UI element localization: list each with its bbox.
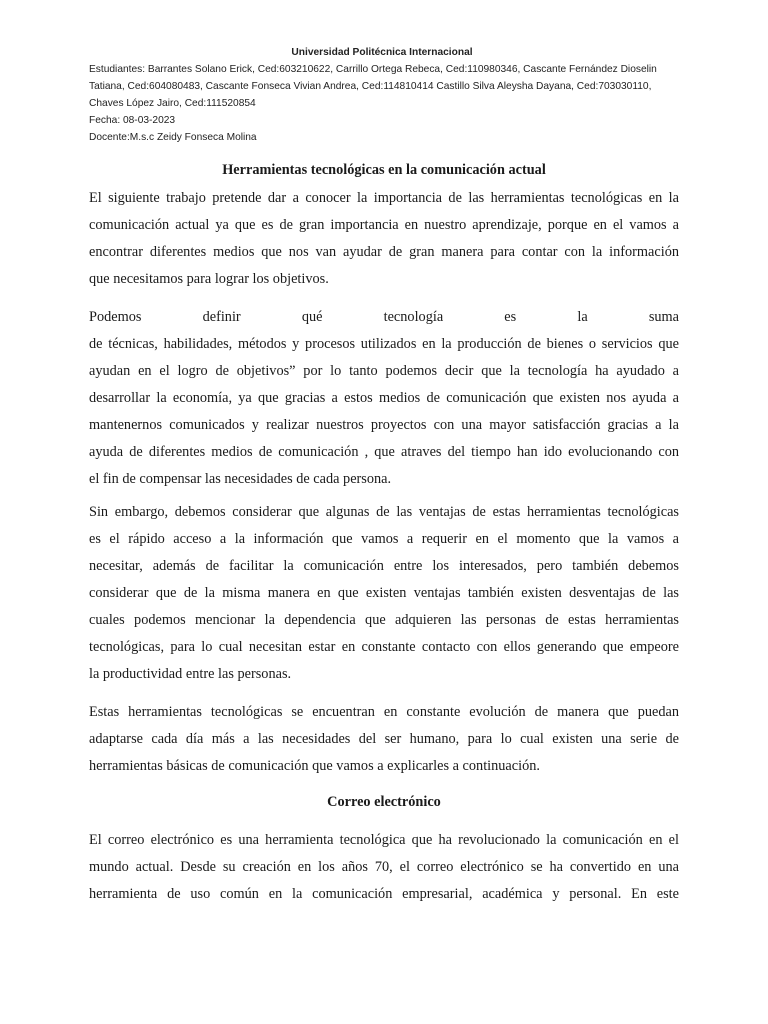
paragraph-line: El siguiente trabajo pretende dar a conocer la importancia de las herramientas tecnológicas en la xyxy=(89,190,679,206)
paragraph-advantages xyxy=(89,499,679,688)
document-title: Herramientas tecnológicas en la comunicación actual xyxy=(222,162,546,178)
date-line: Fecha: 08-03-2023 xyxy=(89,115,176,126)
paragraph-line: mundo actual. Desde su creación en los años 70, el correo electrónico se ha convertido en una xyxy=(89,859,679,875)
paragraph-line: considerar que de la misma manera en que existen ventajas también existen desventajas de las xyxy=(89,585,679,601)
students-line-3: Chaves López Jairo, Ced:111520854 xyxy=(89,98,256,109)
paragraph-line: encontrar diferentes medios que nos van ayudar de gran manera para contar con la información xyxy=(89,244,679,260)
paragraph-line: Sin embargo, debemos considerar que algunas de las ventajas de estas herramientas tecnológicas xyxy=(89,504,679,520)
paragraph-evolution xyxy=(89,699,679,780)
paragraph-intro xyxy=(89,185,679,293)
section-heading-email: Correo electrónico xyxy=(327,794,441,810)
teacher-line: Docente:M.s.c Zeidy Fonseca Molina xyxy=(89,132,257,143)
paragraph-line: necesitar, además de facilitar la comunicación entre los interesados, pero también debemos xyxy=(89,558,679,574)
paragraph-definition xyxy=(89,304,679,493)
students-line-1: Estudiantes: Barrantes Solano Erick, Ced:603210622, Carrillo Ortega Rebeca, Ced:110980346, Cascante Fernández Dioselin xyxy=(89,64,657,75)
paragraph-line: comunicación actual ya que es de gran importancia en nuestro aprendizaje, porque en el vamos a xyxy=(89,217,679,233)
paragraph-line: que necesitamos para lograr los objetivos. xyxy=(89,271,329,287)
paragraph-line: de técnicas, habilidades, métodos y procesos utilizados en la producción de bienes o servicios que xyxy=(89,336,679,352)
paragraph-line: el fin de compensar las necesidades de cada persona. xyxy=(89,471,392,487)
paragraph-line: ayuda de diferentes medios de comunicación , que atraves del tiempo han ido evolucionando con xyxy=(89,444,679,460)
paragraph-line: Podemos definir qué tecnología es la suma xyxy=(89,309,679,325)
paragraph-line: adaptarse cada día más a las necesidades del ser humano, para lo cual existen una serie de xyxy=(89,731,679,747)
paragraph-line: es el rápido acceso a la información que vamos a requerir en el momento que la vamos a xyxy=(89,531,679,547)
paragraph-line: la productividad entre las personas. xyxy=(89,666,292,682)
paragraph-line: cuales podemos mencionar la dependencia que adquieren las personas de estas herramientas xyxy=(89,612,679,628)
university-name: Universidad Politécnica Internacional xyxy=(291,47,473,58)
paragraph-email xyxy=(89,827,679,908)
paragraph-line: herramientas básicas de comunicación que vamos a explicarles a continuación. xyxy=(89,758,540,774)
paragraph-line: desarrollar la economía, ya que gracias a estos medios de comunicación que existen nos ayuda a xyxy=(89,390,679,406)
paragraph-line: mantenernos comunicados y realizar nuestros proyectos con una mayor satisfacción gracias a la xyxy=(89,417,679,433)
paragraph-line: Estas herramientas tecnológicas se encuentran en constante evolución de manera que puedan xyxy=(89,704,679,720)
paragraph-line: tecnológicas, para lo cual necesitan estar en constante contacto con ellos generando que empeore xyxy=(89,639,679,655)
paragraph-line: El correo electrónico es una herramienta tecnológica que ha revolucionado la comunicación en el xyxy=(89,832,679,848)
students-line-2: Tatiana, Ced:604080483, Cascante Fonseca Vivian Andrea, Ced:114810414 Castillo Silva Aleysha Dayana, Ced:703030110, xyxy=(89,81,652,92)
paragraph-line: ayudan en el logro de objetivos” por lo tanto podemos decir que la tecnología ha ayudado a xyxy=(89,363,679,379)
paragraph-line: herramienta de uso común en la comunicación empresarial, académica y personal. En este xyxy=(89,886,679,902)
document-header xyxy=(89,44,689,146)
